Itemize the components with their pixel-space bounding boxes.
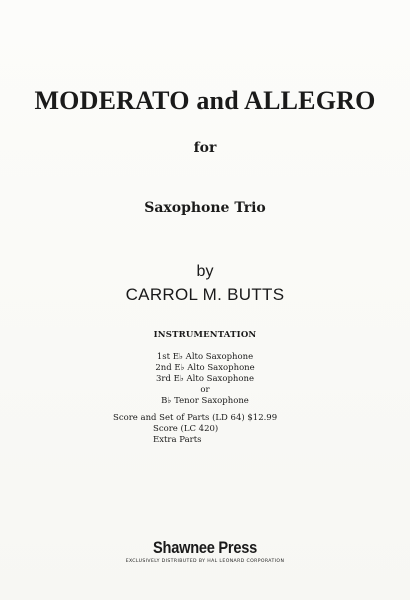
instrumentation-list [0, 352, 410, 407]
instrument-part: 2nd E♭ Alto Saxophone [155, 363, 255, 373]
pricing-line: Score and Set of Parts (LD 64) $12.99 [113, 413, 278, 423]
pricing-list [113, 413, 313, 446]
composition-title: MODERATO and ALLEGRO [34, 86, 376, 115]
instrument-part: 1st E♭ Alto Saxophone [156, 352, 254, 362]
pricing-line: Score (LC 420) [153, 424, 219, 434]
instrument-part: 3rd E♭ Alto Saxophone [156, 374, 254, 384]
pricing-line: Extra Parts [153, 435, 202, 445]
for-label: for [193, 140, 217, 156]
by-label: by [196, 263, 214, 280]
composer-name: CARROL M. BUTTS [125, 285, 285, 304]
ensemble-subtitle: Saxophone Trio [144, 200, 266, 216]
instrument-part: B♭ Tenor Saxophone [161, 396, 249, 406]
publisher-logo: Shawnee Press [153, 538, 257, 557]
instrument-part: or [200, 385, 210, 395]
distributor-note: EXCLUSIVELY DISTRIBUTED BY HAL LEONARD CORPORATION [125, 559, 285, 564]
instrumentation-heading: INSTRUMENTATION [153, 330, 257, 340]
